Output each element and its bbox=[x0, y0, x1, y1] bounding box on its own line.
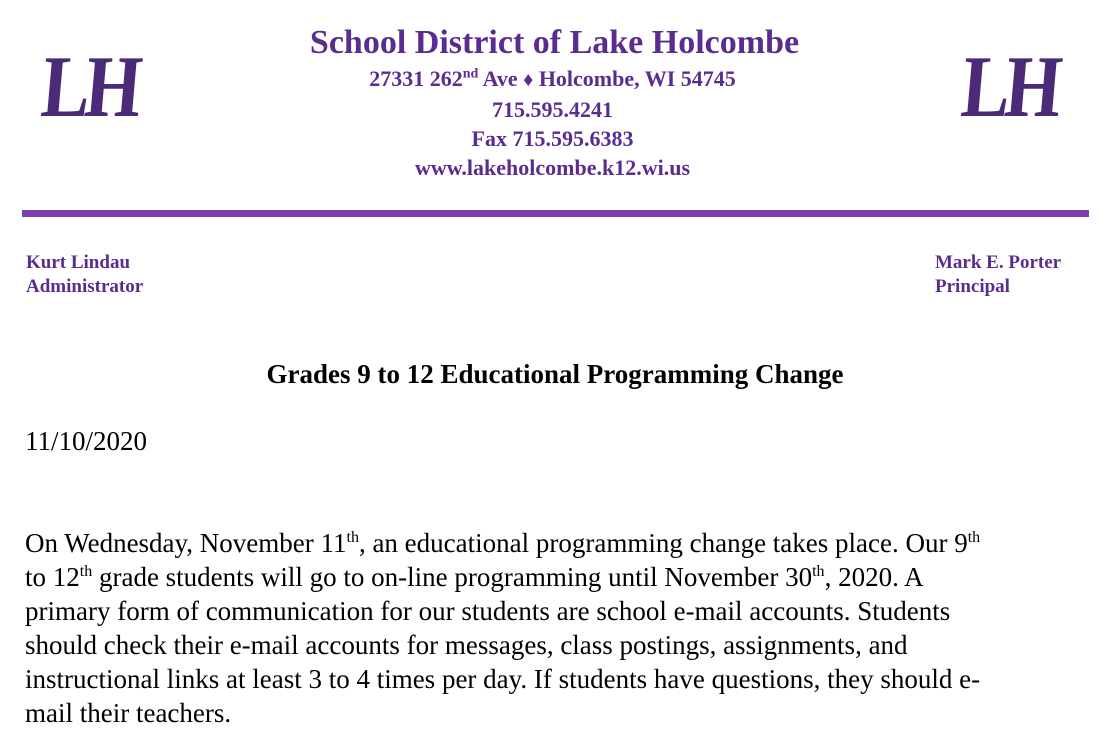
body-line: instructional links at least 3 to 4 times per day. If students have questions, they should e- bbox=[25, 664, 981, 694]
body-text-segment: to 12 bbox=[25, 562, 80, 592]
diamond-separator-icon: ♦ bbox=[523, 69, 534, 91]
principal-name: Mark E. Porter bbox=[935, 252, 1062, 273]
document-title: Grades 9 to 12 Educational Programming Change bbox=[266, 359, 844, 389]
body-text-segment: , 2020. A bbox=[824, 562, 924, 592]
administrator-name: Kurt Lindau bbox=[26, 252, 131, 273]
body-line bbox=[25, 560, 1105, 594]
ordinal-suffix: th bbox=[812, 563, 825, 580]
administrator-title: Administrator bbox=[26, 276, 144, 297]
address-street-suffix: nd bbox=[462, 66, 479, 82]
district-phone: 715.595.4241 bbox=[492, 97, 613, 122]
ordinal-suffix: th bbox=[967, 529, 981, 546]
address-city-state-zip: Holcombe, WI 54745 bbox=[538, 66, 736, 91]
district-address bbox=[0, 64, 1105, 95]
body-line: mail their teachers. bbox=[25, 698, 232, 728]
address-street-rest: Ave bbox=[478, 66, 518, 91]
administrator-block bbox=[26, 251, 143, 299]
body-line: should check their e-mail accounts for messages, class postings, assignments, and bbox=[25, 630, 908, 660]
ordinal-suffix: th bbox=[346, 529, 359, 546]
district-logo-left: LH bbox=[38, 39, 141, 136]
address-street-number: 27331 262 bbox=[369, 66, 463, 91]
document-body bbox=[25, 526, 1105, 730]
ordinal-suffix: th bbox=[79, 563, 93, 580]
district-fax: Fax 715.595.6383 bbox=[471, 126, 634, 151]
header-divider bbox=[22, 210, 1089, 217]
letterhead-header bbox=[0, 22, 1105, 182]
body-text-segment: , an educational programming change takes place. Our 9 bbox=[358, 528, 968, 558]
body-text-segment: grade students will go to on-line programming until November 30 bbox=[92, 562, 813, 592]
district-website: www.lakeholcombe.k12.wi.us bbox=[414, 155, 691, 180]
body-line bbox=[25, 526, 1105, 560]
district-logo-right: LH bbox=[958, 39, 1061, 136]
document-date: 11/10/2020 bbox=[25, 426, 148, 456]
principal-title: Principal bbox=[935, 276, 1010, 297]
district-name: School District of Lake Holcombe bbox=[309, 24, 800, 61]
principal-block bbox=[935, 251, 1061, 299]
body-line: primary form of communication for our students are school e-mail accounts. Students bbox=[25, 596, 951, 626]
body-text-segment: On Wednesday, November 11 bbox=[25, 528, 347, 558]
